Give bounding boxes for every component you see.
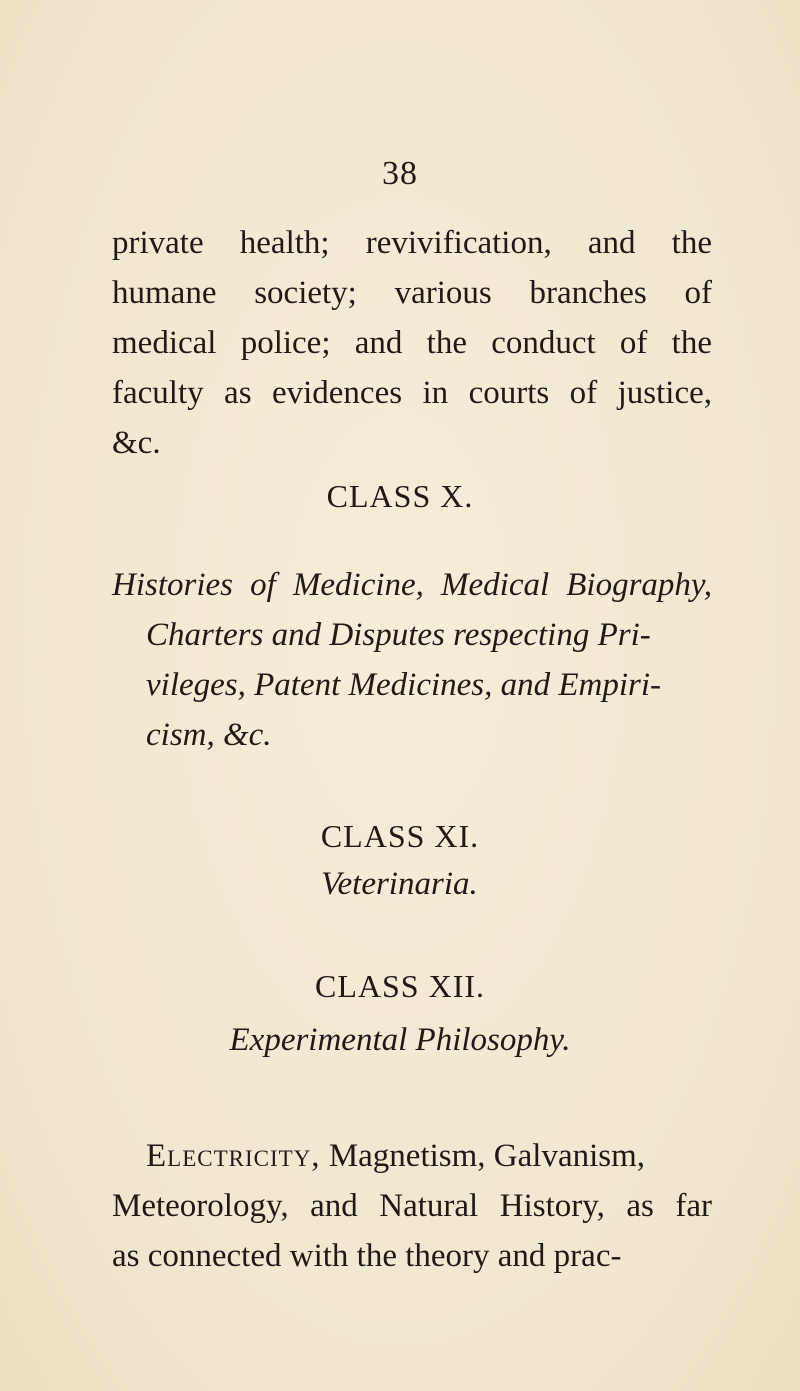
class-x-subject-line-3: vileges, Patent Medicines, and Empiri-: [146, 667, 662, 703]
class-xi-heading: CLASS XI.: [320, 818, 480, 854]
closing-line-1: [112, 1131, 712, 1181]
closing-line-2: Meteorology, and Natural History, as far: [112, 1188, 712, 1224]
closing-paragraph: [112, 1131, 712, 1281]
closing-first-word: Electricity,: [146, 1138, 321, 1174]
closing-line-3: as connected with the theory and prac-: [112, 1238, 622, 1274]
intro-line-4: faculty as evidences in courts of justice,: [112, 375, 712, 411]
class-x-heading: CLASS X.: [326, 478, 474, 514]
class-x-subject: [112, 560, 712, 760]
class-xii-heading: CLASS XII.: [314, 968, 485, 1004]
intro-paragraph: [112, 218, 712, 468]
intro-line-2: humane society; various branches of: [112, 275, 712, 311]
intro-line-3: medical police; and the conduct of the: [112, 325, 712, 361]
page-number: 38: [382, 155, 418, 192]
class-x-subject-line-1: Histories of Medicine, Medical Biography,: [112, 567, 712, 603]
intro-line-5: &c.: [112, 425, 161, 461]
class-x-subject-line-4: cism, &c.: [146, 717, 272, 753]
class-xi-subject: Veterinaria.: [321, 866, 478, 902]
class-xii-subject: Experimental Philosophy.: [229, 1022, 571, 1058]
closing-line-1-rest: Magnetism, Galvanism,: [320, 1138, 646, 1174]
intro-line-1: private health; revivification, and the: [112, 225, 712, 261]
class-x-subject-line-2: Charters and Disputes respecting Pri-: [146, 617, 651, 653]
